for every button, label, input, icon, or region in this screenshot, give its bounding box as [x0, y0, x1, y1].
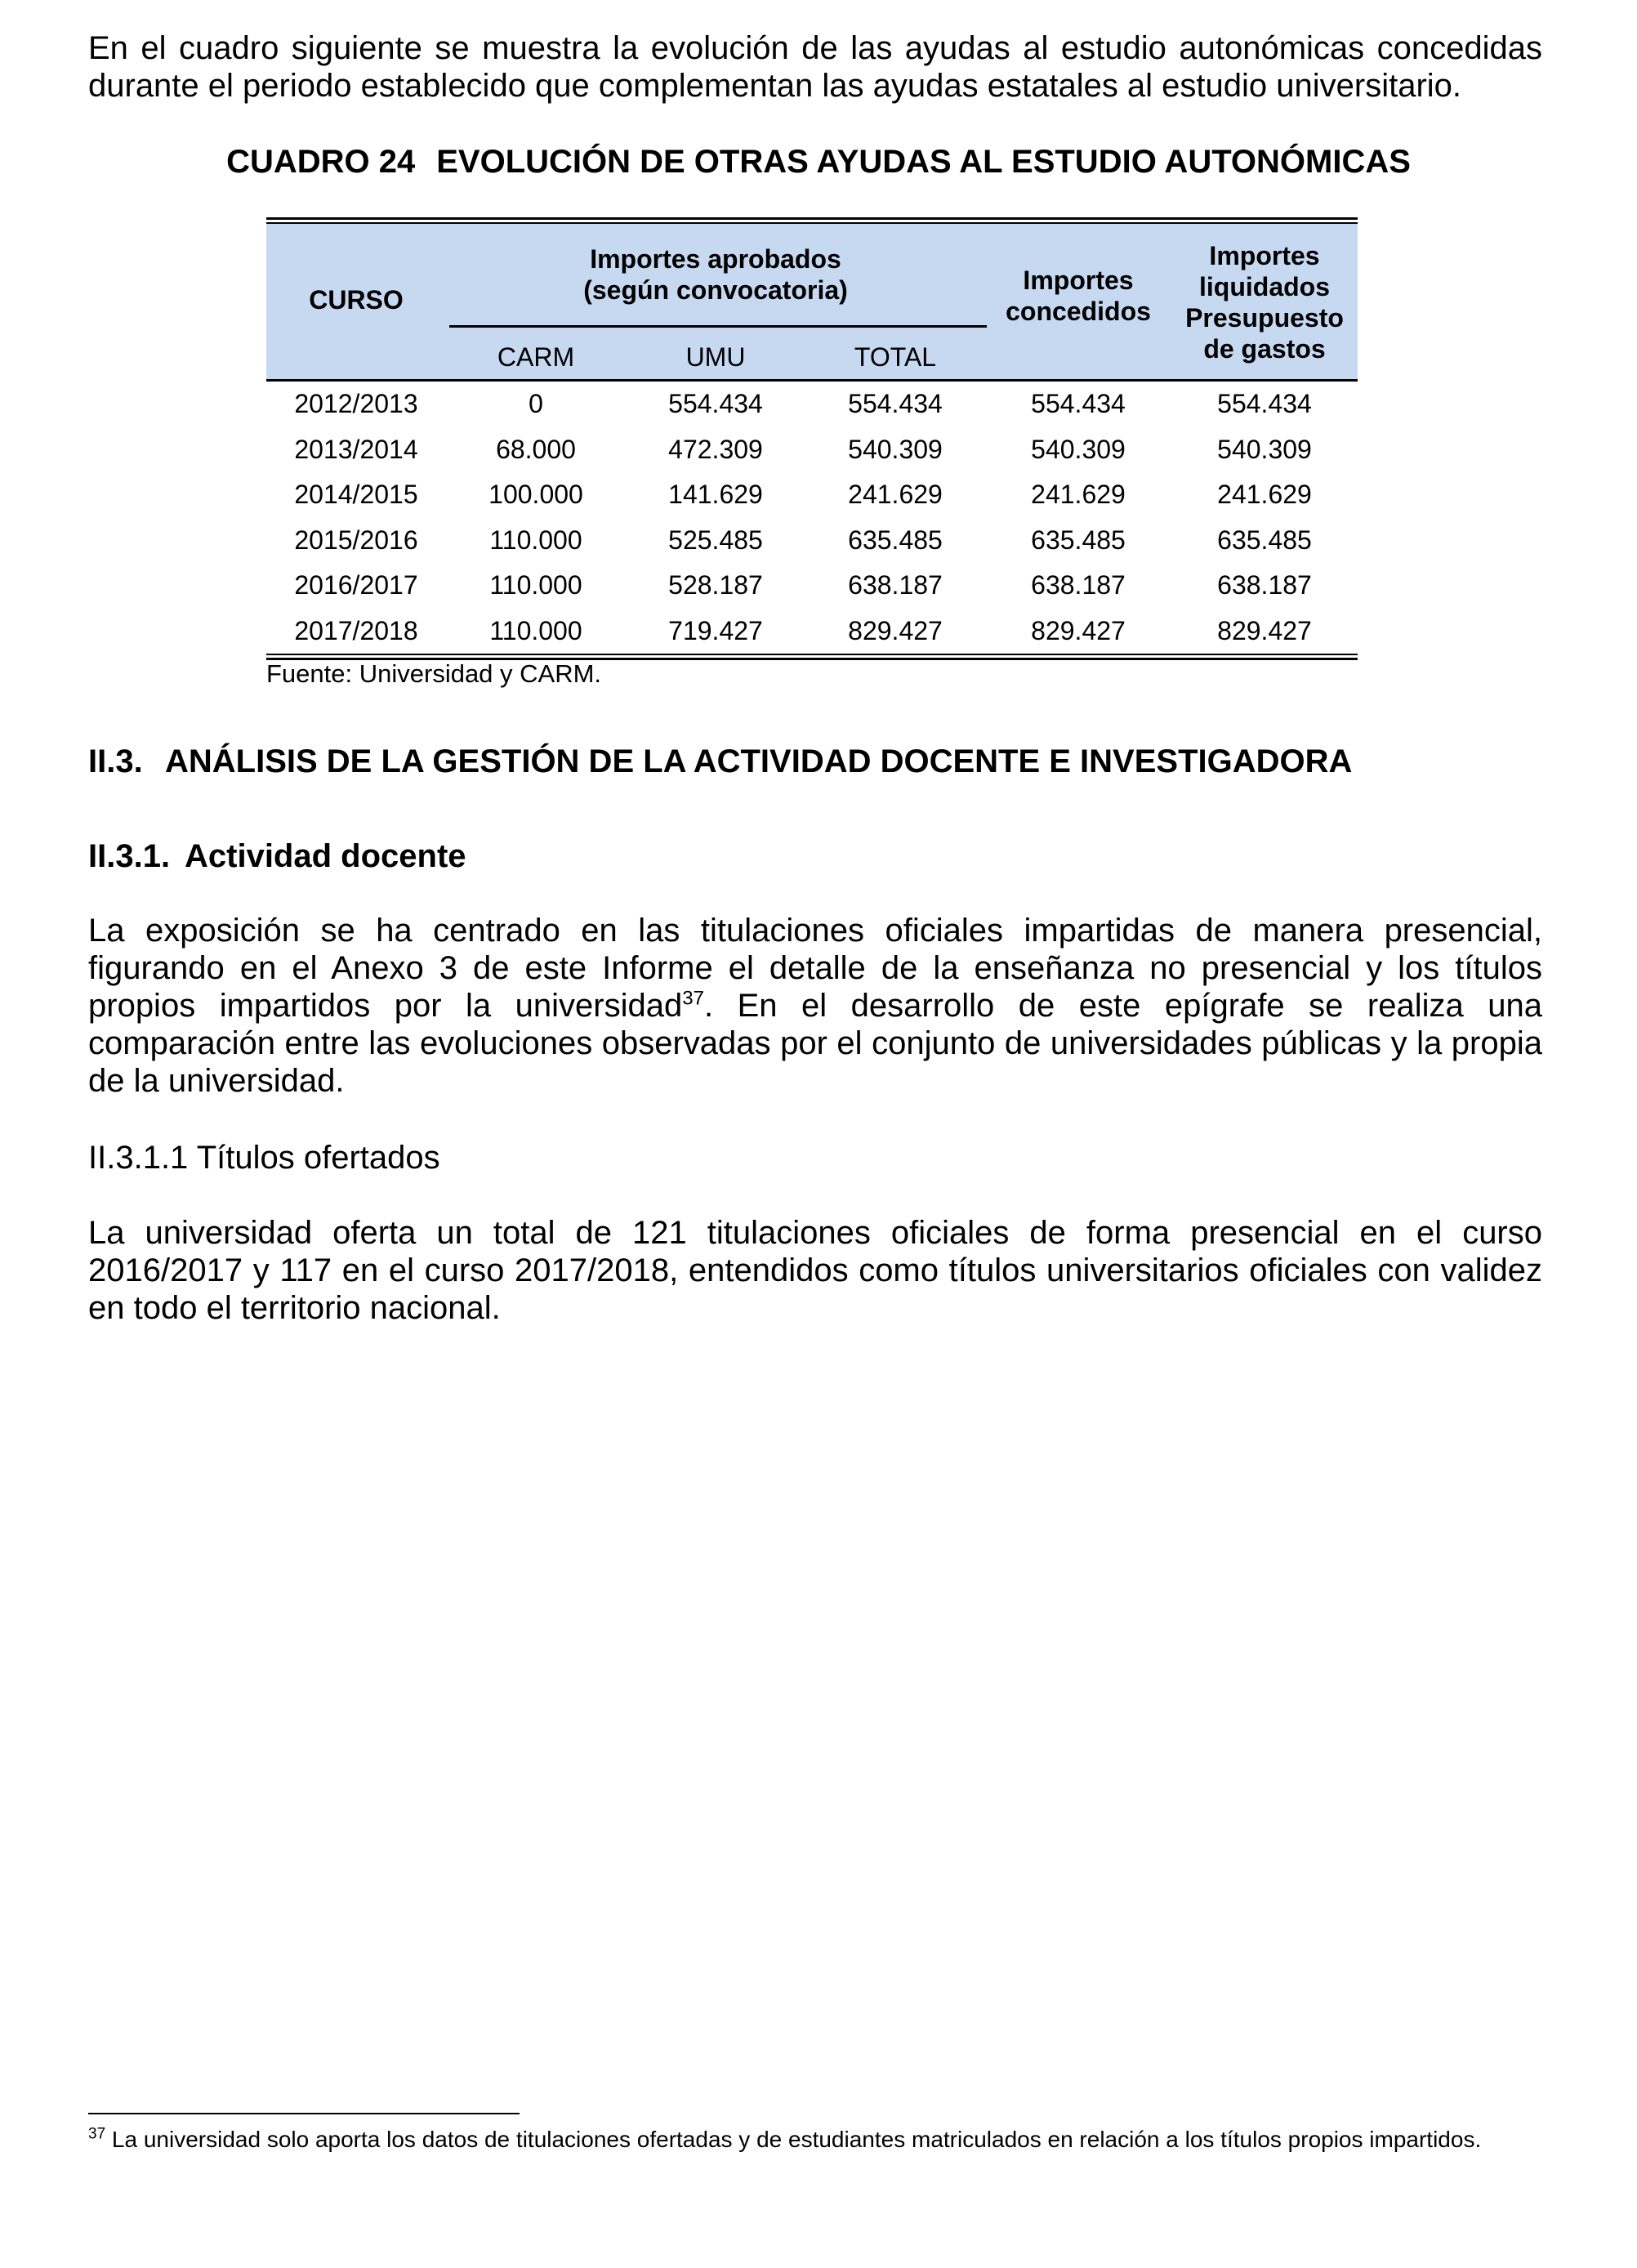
cell-umu: 472.309	[668, 434, 763, 464]
header-carm: CARM	[497, 342, 575, 372]
header-liquidados-line1: Importes	[1209, 241, 1320, 270]
cell-carm: 68.000	[496, 434, 576, 464]
header-importes-liquidados	[1171, 240, 1358, 364]
header-group-line2: (según convocatoria)	[583, 275, 848, 305]
section-number: II.3.	[88, 743, 143, 779]
table-row	[266, 563, 1358, 609]
cell-total: 829.427	[848, 615, 943, 645]
cell-carm: 110.000	[489, 570, 582, 600]
cell-liquidados: 638.187	[1217, 570, 1312, 600]
cell-curso: 2013/2014	[294, 434, 418, 464]
cell-total: 540.309	[848, 434, 943, 464]
header-umu: UMU	[685, 342, 746, 372]
cell-curso: 2016/2017	[294, 570, 418, 600]
body-paragraph-2: La universidad oferta un total de 121 titulaciones oficiales de forma presencial en el curso 2016/2017 y 117 en el curso 2017/2018, entendidos como títulos universitarios oficiales con validez en todo el territorio nacional.	[88, 1215, 1542, 1326]
cell-umu: 525.485	[668, 525, 763, 555]
cell-total: 635.485	[848, 525, 943, 555]
cell-curso: 2014/2015	[294, 480, 418, 509]
table-number: CUADRO 24	[226, 144, 416, 180]
footnote-mark: 37	[88, 2125, 106, 2143]
header-liquidados-line3: Presupuesto	[1185, 303, 1344, 333]
table-source: Fuente: Universidad y CARM.	[266, 659, 602, 688]
subsection-heading	[88, 837, 466, 876]
cell-carm: 100.000	[488, 480, 583, 509]
subsection-title: Actividad docente	[185, 838, 466, 874]
footnote-text: La universidad solo aporta los datos de titulaciones ofertadas y de estudiantes matriculados en relación a los títulos propios impartidos.	[111, 2127, 1482, 2152]
cell-liquidados: 554.434	[1217, 389, 1312, 418]
cell-liquidados: 635.485	[1217, 525, 1312, 555]
table-row	[266, 609, 1358, 654]
header-group-rule	[449, 325, 987, 328]
header-importes-concedidos	[985, 265, 1171, 327]
cell-umu: 141.629	[668, 480, 763, 509]
footnote	[88, 2126, 1542, 2154]
section-heading	[88, 742, 1352, 781]
table-row	[266, 382, 1358, 427]
table-header	[266, 224, 1358, 379]
table-title	[0, 142, 1637, 181]
footnote-reference: 37	[682, 987, 704, 1010]
cell-total: 554.434	[848, 389, 943, 418]
footnote-separator	[88, 2113, 520, 2114]
table-row	[266, 472, 1358, 518]
cell-carm: 110.000	[489, 615, 582, 645]
cell-carm: 110.000	[489, 525, 582, 555]
header-importes-aprobados	[446, 243, 985, 306]
cell-concedidos: 638.187	[1031, 570, 1126, 600]
cell-liquidados: 829.427	[1217, 615, 1312, 645]
header-liquidados-line4: de gastos	[1203, 334, 1326, 364]
cell-curso: 2012/2013	[294, 389, 418, 418]
cell-curso: 2015/2016	[294, 525, 418, 555]
aid-table	[266, 217, 1358, 660]
header-concedidos-line2: concedidos	[1006, 297, 1151, 326]
header-liquidados-line2: liquidados	[1199, 272, 1330, 301]
cell-liquidados: 540.309	[1217, 434, 1312, 464]
table-row	[266, 518, 1358, 564]
cell-concedidos: 540.309	[1031, 434, 1126, 464]
paragraph-text: La exposición se ha centrado en las titulaciones oficiales impartidas de manera presencial, figurando en el Anexo 3 de este Informe el detalle de la enseñanza no presencial y los títulos propios impartidos por la universidad	[88, 913, 1542, 1024]
cell-umu: 528.187	[668, 570, 763, 600]
cell-total: 638.187	[848, 570, 943, 600]
header-concedidos-line1: Importes	[1023, 266, 1134, 295]
paragraph-text-continued: . En el desarrollo de este epígrafe se realiza una comparación entre las evoluciones observadas por el conjunto de universidades públicas y la propia de la universidad.	[88, 988, 1543, 1099]
cell-concedidos: 241.629	[1031, 480, 1126, 509]
cell-liquidados: 241.629	[1217, 480, 1312, 509]
cell-concedidos: 829.427	[1031, 615, 1126, 645]
intro-paragraph: En el cuadro siguiente se muestra la evolución de las ayudas al estudio autonómicas concedidas durante el periodo establecido que complementan las ayudas estatales al estudio universitario.	[88, 30, 1542, 104]
table-title-text: EVOLUCIÓN DE OTRAS AYUDAS AL ESTUDIO AUTONÓMICAS	[436, 144, 1411, 180]
cell-curso: 2017/2018	[294, 615, 418, 645]
section-title: ANÁLISIS DE LA GESTIÓN DE LA ACTIVIDAD DOCENTE E INVESTIGADORA	[165, 743, 1353, 779]
cell-concedidos: 635.485	[1031, 525, 1126, 555]
body-paragraph	[88, 912, 1542, 1100]
cell-concedidos: 554.434	[1031, 389, 1126, 418]
subsection-number: II.3.1.	[88, 838, 171, 874]
table-top-border	[266, 217, 1358, 224]
cell-carm: 0	[529, 389, 543, 418]
header-total: TOTAL	[854, 342, 937, 372]
table-row	[266, 427, 1358, 473]
cell-total: 241.629	[848, 480, 943, 509]
header-curso: CURSO	[309, 285, 404, 315]
cell-umu: 554.434	[668, 389, 763, 418]
subsubsection-heading: II.3.1.1 Títulos ofertados	[88, 1140, 440, 1176]
cell-umu: 719.427	[668, 615, 763, 645]
header-group-line1: Importes aprobados	[590, 244, 841, 274]
